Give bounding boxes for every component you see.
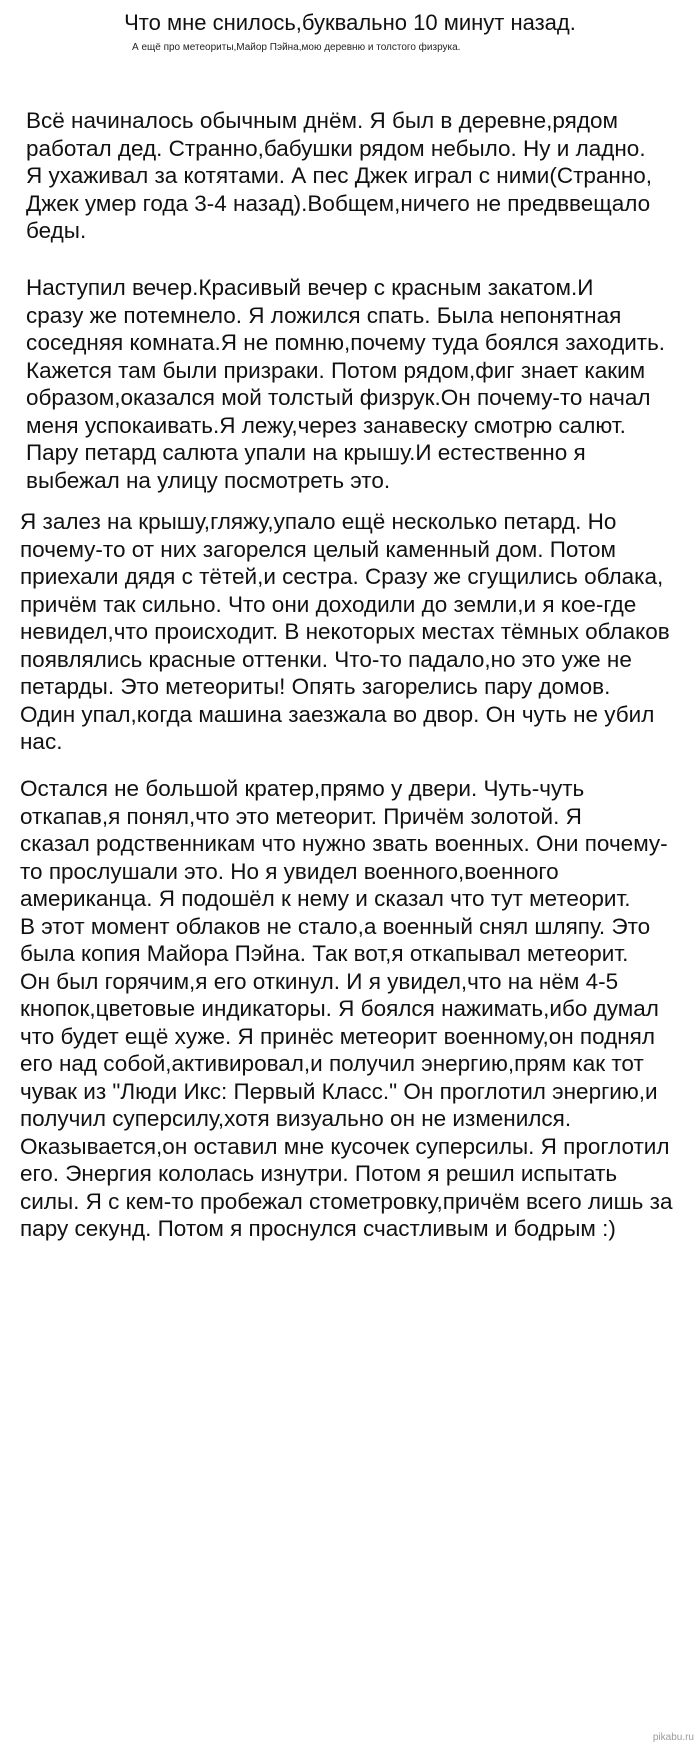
paragraph-line: нас. [20, 729, 63, 754]
paragraph-line: его над собой,активировал,и получил энергию,прям как тот [20, 1051, 644, 1076]
paragraph-line: невидел,что происходит. В некоторых местах тёмных облаков [20, 619, 670, 644]
paragraph-line: Оказывается,он оставил мне кусочек суперсилы. Я проглотил [20, 1133, 670, 1159]
story-paragraph-4 [20, 775, 672, 1243]
paragraph-line: образом,оказался мой толстый физрук.Он почему-то начал [26, 385, 651, 410]
paragraph-line: меня успокаивать.Я лежу,через занавеску смотрю салют. [26, 412, 626, 438]
paragraph-line: беды. [26, 218, 87, 243]
paragraph-line: Остался не большой кратер,прямо у двери. Чуть-чуть [20, 776, 585, 801]
paragraph-line: работал дед. Странно,бабушки рядом небыло. Ну и ладно. [26, 135, 646, 161]
paragraph-line: сказал родственникам что нужно звать военных. Они почему- [20, 831, 668, 856]
paragraph-line: то прослушали это. Но я увидел военного,военного [20, 858, 559, 884]
paragraph-line: петарды. Это метеориты! Опять загорелись пару домов. [20, 674, 611, 699]
paragraph-line: была копия Майора Пэйна. Так вот,я откапывал метеорит. [20, 941, 629, 966]
paragraph-line: выбежал на улицу посмотреть это. [26, 467, 391, 493]
paragraph-line: кнопок,цветовые индикаторы. Я боялся нажимать,ибо думал [20, 996, 659, 1021]
paragraph-line: Один упал,когда машина заезжала во двор. Он чуть не убил [20, 701, 655, 727]
paragraph-line: что будет ещё хуже. Я принёс метеорит военному,он поднял [20, 1023, 655, 1049]
paragraph-line: появлялись красные оттенки. Что-то падало,но это уже не [20, 646, 632, 672]
page-title: Что мне снилось,буквально 10 минут назад. [124, 10, 576, 35]
paragraph-line: соседняя комната.Я не помню,почему туда боялся заходить. [26, 330, 666, 355]
paragraph-line: почему-то от них загорелся целый каменный дом. Потом [20, 536, 616, 562]
paragraph-line: сразу же потемнело. Я ложился спать. Была непонятная [26, 302, 622, 328]
paragraph-line: откапав,я понял,что это метеорит. Причём золотой. Я [20, 803, 582, 829]
paragraph-line: Я ухаживал за котятами. А пес Джек играл с ними(Странно, [26, 163, 653, 188]
paragraph-line: Я залез на крышу,гляжу,упало ещё несколько петард. Но [20, 509, 617, 534]
paragraph-line: чувак из "Люди Икс: Первый Класс." Он проглотил энергию,и [20, 1078, 658, 1104]
paragraph-line: Джек умер года 3-4 назад).Вобщем,ничего не предввещало [26, 190, 651, 216]
paragraph-line: Наступил вечер.Красивый вечер с красным закатом.И [26, 275, 594, 300]
paragraph-line: Кажется там были призраки. Потом рядом,фиг знает каким [26, 357, 646, 383]
paragraph-line: Он был горячим,я его откинул. И я увидел,что на нём 4-5 [20, 968, 619, 994]
paragraph-line: силы. Я с кем-то пробежал стометровку,причём всего лишь за [20, 1188, 673, 1214]
paragraph-line: пару секунд. Потом я проснулся счастливым и бодрым :) [20, 1216, 616, 1241]
story-paragraph-3 [20, 508, 670, 756]
page-subtitle: А ещё про метеориты,Майор Пэйна,мою деревню и толстого физрука. [132, 42, 461, 53]
paragraph-line: американца. Я подошёл к нему и сказал что тут метеорит. [20, 886, 631, 911]
paragraph-line: приехали дядя с тётей,и сестра. Сразу же сгущились облака, [20, 564, 664, 589]
paragraph-line: В этот момент облаков не стало,а военный снял шляпу. Это [20, 913, 651, 939]
watermark: pikabu.ru [652, 1732, 694, 1743]
story-paragraph-1 [26, 107, 652, 245]
paragraph-line: причём так сильно. Что они доходили до земли,и я кое-где [20, 591, 637, 617]
story-paragraph-2 [26, 274, 665, 494]
paragraph-line: Всё начиналось обычным днём. Я был в деревне,рядом [26, 108, 618, 133]
paragraph-line: его. Энергия кололась изнутри. Потом я решил испытать [20, 1161, 618, 1186]
paragraph-line: получил суперсилу,хотя визуально он не изменился. [20, 1106, 572, 1131]
paragraph-line: Пару петард салюта упали на крышу.И естественно я [26, 440, 586, 465]
